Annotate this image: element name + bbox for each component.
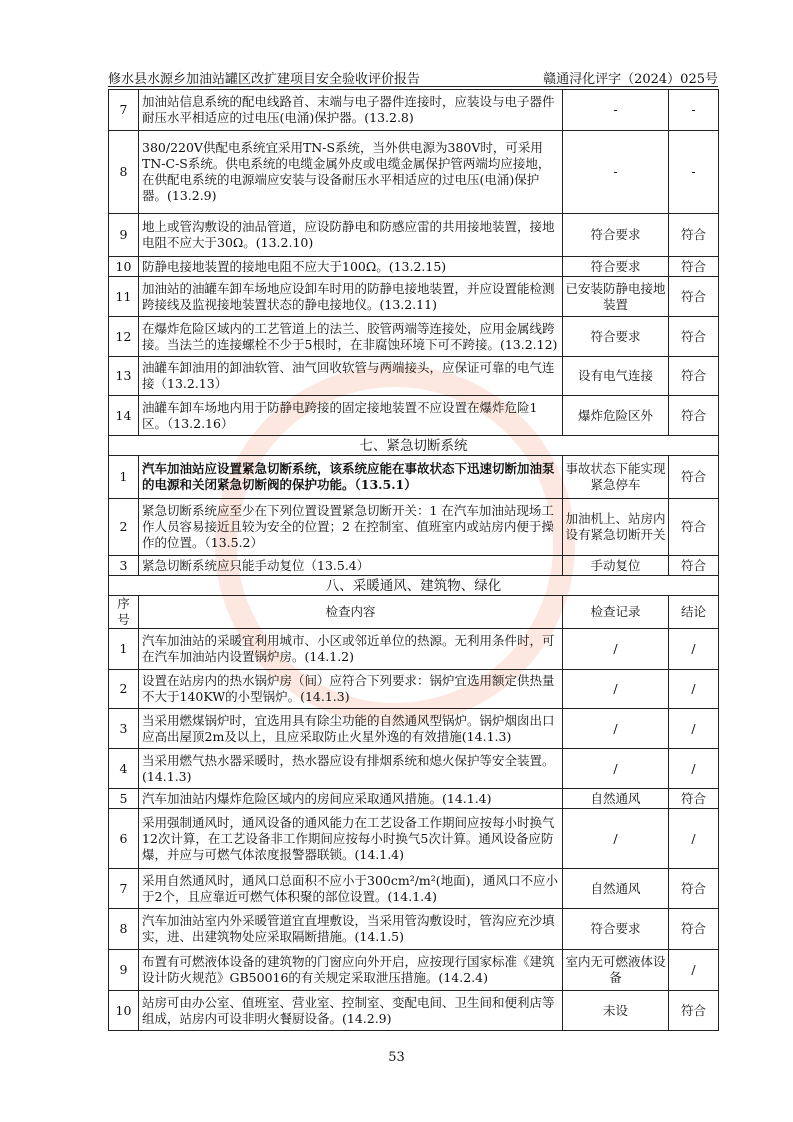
table-row: 13 油罐车卸油用的卸油软管、油气回收软管与两端接头，应保证可靠的电气连接（13.2.13） 设有电气连接 符合 (109, 357, 719, 396)
table-row: 2 设置在站房内的热水锅炉房（间）应符合下列要求：锅炉宜选用额定供热量不大于140KW的小型锅炉。(14.1.3) / / (109, 670, 719, 709)
table-row: 9 地上或管沟敷设的油品管道，应设防静电和防感应雷的共用接地装置，接地电阻不应大于30Ω。(13.2.10) 符合要求 符合 (109, 214, 719, 257)
table-row: 1 汽车加油站的采暖宜利用城市、小区或邻近单位的热源。无利用条件时，可在汽车加油站内设置锅炉房。(14.1.2) / / (109, 629, 719, 670)
table-row: 10 防静电接地装置的接地电阻不应大于100Ω。(13.2.15) 符合要求 符合 (109, 257, 719, 277)
report-title: 修水县水源乡加油站罐区改扩建项目安全验收评价报告 (108, 72, 421, 87)
page-header (108, 66, 718, 87)
table-row: 7 采用自然通风时，通风口总面积不应小于300cm²/m²(地面)，通风口不应小于2个，且应靠近可燃气体积聚的部位设置。(14.1.4) 自然通风 符合 (109, 869, 719, 909)
table-row: 9 布置有可燃液体设备的建筑物的门窗应向外开启，应按现行国家标准《建筑设计防火规范》GB50016的有关规定采取泄压措施。(14.2.4) 室内无可燃液体设备 / (109, 950, 719, 991)
table-row: 4 当采用燃气热水器采暖时，热水器应设有排烟系统和熄火保护等安全装置。(14.1.3) / / (109, 749, 719, 789)
table-row: 14 油罐车卸车场地内用于防静电跨接的固定接地装置不应设置在爆炸危险1区。（13.2.16） 爆炸危险区外 符合 (109, 396, 719, 436)
table-row: 6 采用强制通风时，通风设备的通风能力在工艺设备工作期间应按每小时换气12次计算，在工艺设备非工作期间应按每小时换气5次计算。通风设备应防爆，并应与可燃气体浓度报警器联锁。(14.1.4) / / (109, 809, 719, 869)
table-row: 8 380/220V供配电系统宜采用TN-S系统，当外供电源为380V时，可采用TN-C-S系统。供电系统的电缆金属外皮或电缆金属保护管两端均应接地，在供配电系统的电源端应安装与设备耐压水平相适应的过电压(电涌)保护器。(13.2.9) - - (109, 131, 719, 214)
table-row: 7 加油站信息系统的配电线路首、末端与电子器件连接时，应装设与电子器件耐压水平相适应的过电压(电涌)保护器。(13.2.8) - - (109, 90, 719, 131)
table-row: 2 紧急切断系统应至少在下列位置设置紧急切断开关：1 在汽车加油站现场工作人员容易接近且较为安全的位置；2 在控制室、值班室内或站房内便于操作的位置。（13.5.2） 加油机上、站房内设有紧急切断开关 符合 (109, 499, 719, 556)
report-code: 赣通浔化评字（2024）025号 (543, 72, 718, 87)
table-row: 11 加油站的油罐车卸车场地应设卸车时用的防静电接地装置，并应设置能检测跨接线及监视接地装置状态的静电接地仪。(13.2.11) 已安装防静电接地装置 符合 (109, 277, 719, 317)
table-row: 8 汽车加油站室内外采暖管道宜直埋敷设，当采用管沟敷设时，管沟应充沙填实，进、出建筑物处应采取隔断措施。(14.1.5) 符合要求 符合 (109, 909, 719, 950)
section-heading: 八、采暖通风、建筑物、绿化 (109, 576, 719, 596)
table-header-row: 序号 检查内容 检查记录 结论 (109, 596, 719, 629)
table-row: 1 汽车加油站应设置紧急切断系统，该系统应能在事故状态下迅速切断加油泵的电源和关闭紧急切断阀的保护功能。（13.5.1） 事故状态下能实现紧急停车 符合 (109, 456, 719, 499)
table-row: 3 紧急切断系统应只能手动复位（13.5.4） 手动复位 符合 (109, 556, 719, 576)
table-row: 10 站房可由办公室、值班室、营业室、控制室、变配电间、卫生间和便利店等组成，站房内可设非明火餐厨设备。(14.2.9) 未设 符合 (109, 991, 719, 1031)
table-row: 5 汽车加油站内爆炸危险区域内的房间应采取通风措施。(14.1.4) 自然通风 符合 (109, 789, 719, 809)
table-row: 12 在爆炸危险区域内的工艺管道上的法兰、胶管两端等连接处，应用金属线跨接。当法兰的连接螺栓不少于5根时，在非腐蚀环境下可不跨接。(13.2.12) 符合要求 符合 (109, 317, 719, 357)
page-number: 53 (388, 1050, 405, 1065)
table-row: 3 当采用燃煤锅炉时，宜选用具有除尘功能的自然通风型锅炉。锅炉烟囱出口应高出屋顶2m及以上，且应采取防止火星外逸的有效措施(14.1.3) / / (109, 709, 719, 749)
inspection-table (108, 89, 719, 1031)
section-heading: 七、紧急切断系统 (109, 436, 719, 456)
